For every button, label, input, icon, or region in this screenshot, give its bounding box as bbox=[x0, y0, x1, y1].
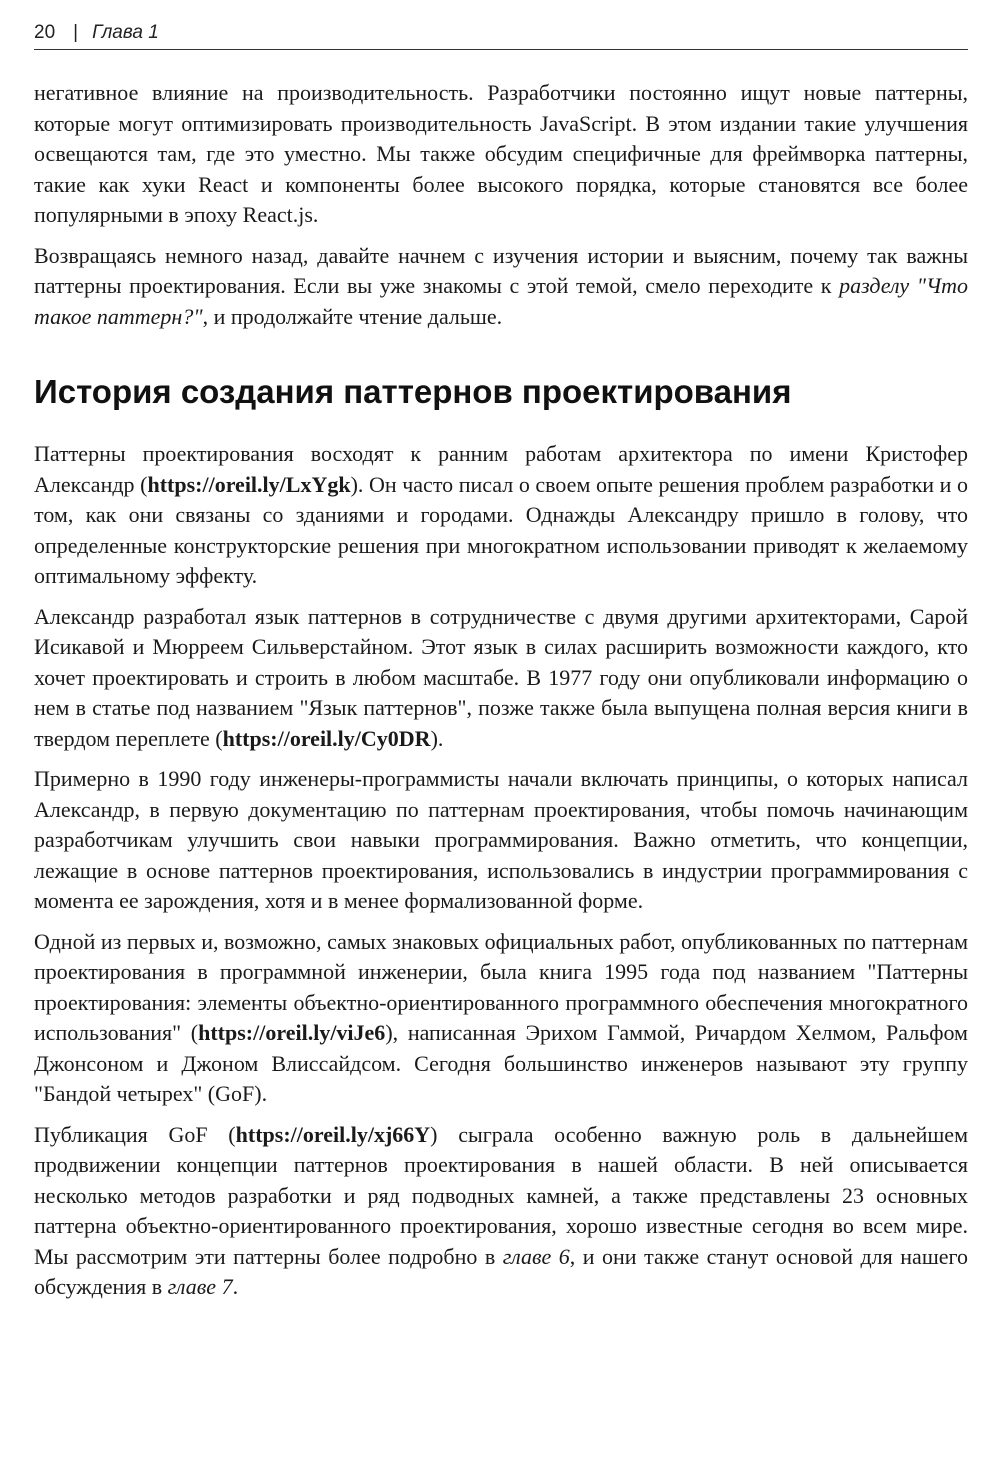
section-paragraph-4 bbox=[34, 927, 968, 1110]
running-header bbox=[34, 22, 968, 48]
section-paragraph-3: Примерно в 1990 году инженеры-программисты начали включать принципы, о которых написал Александр, в первую документацию по паттернам проектирования, чтобы помочь начинающим разработчикам улучшить свои навыки программирования. Важно отметить, что концепции, лежащие в основе паттернов проектирования, использовались в индустрии программирования с момента ее зарождения, хотя и в менее формализованной форме. bbox=[34, 766, 968, 913]
section-paragraph-5 bbox=[34, 1120, 968, 1303]
text-span: . bbox=[232, 1274, 239, 1299]
text-span: ). Он часто писал о своем опыте решения проблем разработки и о том, как они связаны со зданиями и городами. Однажды Александру пришло в голову, что определенные конструкторские решения при многократном использовании приводят к желаемому оптимальному эффекту. bbox=[34, 471, 968, 588]
text-span: Паттерны проектирования восходят к ранним работам архитектора по имени Кристофер Александр ( bbox=[34, 441, 968, 497]
page-number: 20 bbox=[34, 22, 56, 43]
intro-paragraph-1: негативное влияние на производительность. Разработчики постоянно ищут новые паттерны, которые могут оптимизировать производительность JavaScript. В этом издании такие улучшения освещаются там, где это уместно. Мы также обсудим специфичные для фреймворка паттерны, такие как хуки React и компоненты более высокого порядка, которые становятся все более популярными в эпоху React.js. bbox=[34, 80, 968, 227]
text-span: ) сыграла особенно важную роль в дальнейшем продвижении концепции паттернов проектирования в нашей области. В ней описывается несколько методов разработки и ряд подводных камней, а также представлены 23 основных паттерна объектно-ориентированного проектирования, хорошо известные сегодня во всем мире. Мы рассмотрим эти паттерны более подробно в bbox=[34, 1121, 968, 1269]
text-span: ). bbox=[430, 725, 444, 751]
text-span: , и они также станут основой для нашего обсуждения в bbox=[34, 1243, 968, 1299]
text-span: Публикация GoF ( bbox=[34, 1121, 236, 1147]
header-separator: | bbox=[73, 22, 79, 43]
url-link[interactable]: https://oreil.ly/Cy0DR bbox=[222, 725, 431, 751]
header-rule bbox=[34, 49, 968, 50]
chapter-reference[interactable]: главе 7 bbox=[167, 1274, 233, 1299]
text-span: ), написанная Эрихом Гаммой, Ричардом Хелмом, Ральфом Джонсоном и Джоном Влиссайдсом. Сегодня большинство инженеров называют эту группу "Бандой четырех" (GoF). bbox=[34, 1020, 968, 1106]
section-paragraph-1 bbox=[34, 439, 968, 592]
section-title: История создания паттернов проектирования bbox=[34, 373, 792, 410]
intro-paragraph-2 bbox=[34, 241, 968, 333]
text-span: Возвращаясь немного назад, давайте начнем с изучения истории и выясним, почему так важны паттерны проектирования. Если вы уже знакомы с этой темой, смело переходите к bbox=[34, 242, 968, 298]
url-link[interactable]: https://oreil.ly/xj66Y bbox=[235, 1121, 431, 1147]
chapter-label: Глава 1 bbox=[92, 22, 159, 43]
text-span: Одной из первых и, возможно, самых знаковых официальных работ, опубликованных по паттернам проектирования в программной инженерии, была книга 1995 года под названием "Паттерны проектирования: элементы объектно-ориентированного программного обеспечения многократного использования" ( bbox=[34, 928, 968, 1045]
text-span: Александр разработал язык паттернов в сотрудничестве с двумя другими архитекторами, Сарой Исикавой и Мюрреем Сильверстайном. Этот язык в силах расширить возможности каждого, кто хочет проектировать и строить в любом масштабе. В 1977 году они опубликовали информацию о нем в статье под названием "Язык паттернов", позже также была выпущена полная версия книги в твердом переплете ( bbox=[34, 603, 968, 751]
section-reference[interactable]: разделу "Что такое паттерн?" bbox=[34, 273, 968, 329]
page-body bbox=[34, 78, 968, 1313]
section-paragraph-2 bbox=[34, 602, 968, 755]
chapter-reference[interactable]: главе 6 bbox=[502, 1243, 570, 1269]
url-link[interactable]: https://oreil.ly/viJe6 bbox=[198, 1020, 386, 1045]
url-link[interactable]: https://oreil.ly/LxYgk bbox=[147, 471, 351, 497]
text-span: , и продолжайте чтение дальше. bbox=[202, 303, 503, 329]
